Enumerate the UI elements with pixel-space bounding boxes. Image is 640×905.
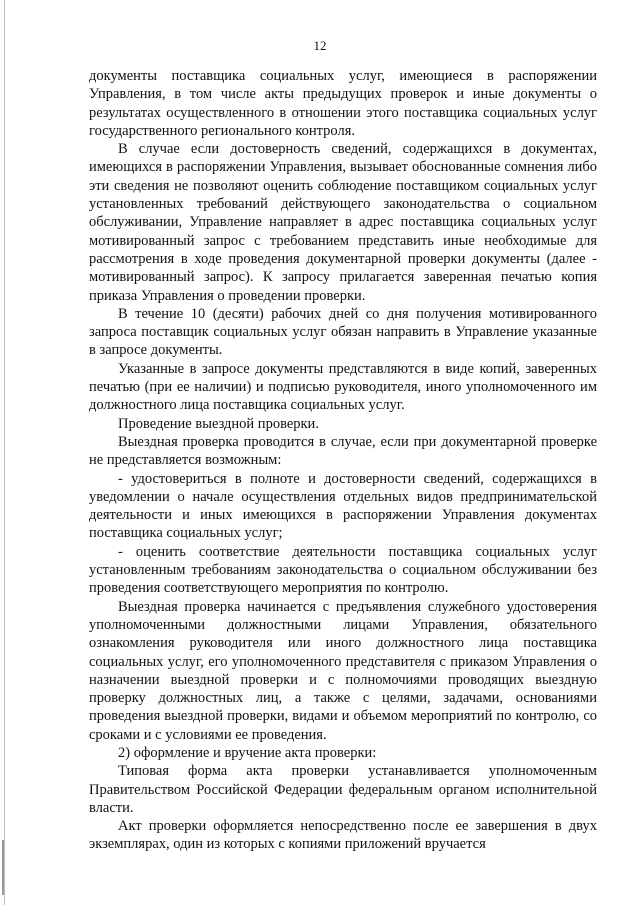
paragraph-onsite-heading: Проведение выездной проверки. <box>118 415 319 432</box>
paragraph-onsite-condition: Выездная проверка проводится в случае, если при документарной проверке не представляется возможным: <box>89 433 597 469</box>
paragraph-copies: Указанные в запросе документы представляются в виде копий, заверенных печатью (при ее наличии) и подписью руководителя, иного уполномоченного им должностного лица поставщика социальных услуг. <box>89 360 597 414</box>
paragraph-mot-request: В случае если достоверность сведений, содержащихся в документах, имеющихся в распоряжении Управления, вызывает обоснованные сомнения либо эти сведения не позволяют оценить соблюдение поставщиком социальных услуг установленных требований действующего законодательства о социальном обслуживании, Управление направляет в адрес поставщика социальных услуг мотивированный запрос с требованием представить иные необходимые для рассмотрения в ходе проведения документарной проверки документы (далее - мотивированный запрос). К запросу прилагается заверенная печатью копия приказа Управления о проведении проверки. <box>89 141 597 304</box>
scan-left-edge <box>4 0 5 905</box>
paragraph-continuation: документы поставщика социальных услуг, имеющиеся в распоряжении Управления, в том числе акты предыдущих проверок и иные документы о результатах осуществленного в отношении этого поставщика социальных услуг государственного регионального контроля. <box>89 68 597 139</box>
paragraph-onsite-start: Выездная проверка начинается с предъявления служебного удостоверения уполномоченными должностными лицами Управления, обязательного ознакомления руководителя или иного должностного лица поставщика социальных услуг, его уполномоченного представителя с приказом Управления о назначении выездной проверки и с полномочиями проводящих выездную проверку должностных лиц, а также с целями, задачами, основаниями проведения выездной проверки, видами и объемом мероприятий по контролю, со сроками и с условиями ее проведения. <box>89 598 597 743</box>
scan-edge-mark <box>2 840 4 895</box>
paragraph-deadline: В течение 10 (десяти) рабочих дней со дня получения мотивированного запроса поставщик социальных услуг обязан направить в Управление указанные в запросе документы. <box>89 305 597 359</box>
paragraph-act-issue: Акт проверки оформляется непосредственно после ее завершения в двух экземплярах, один из которых с копиями приложений вручается <box>89 818 597 853</box>
paragraph-act-form: Типовая форма акта проверки устанавливается уполномоченным Правительством Российской Федерации федеральным органом исполнительной власти. <box>89 763 597 816</box>
list-item-assess: - оценить соответствие деятельности поставщика социальных услуг установленным требованиям законодательства о социальном обслуживании без проведения соответствующего мероприятия по контролю. <box>89 543 597 597</box>
list-item-verify: - удостовериться в полноте и достоверности сведений, содержащихся в уведомлении о начале осуществления отдельных видов предпринимательской деятельности и иных имеющихся в распоряжении Управления документах поставщика социальных услуг; <box>89 470 597 542</box>
page-number: 12 <box>313 38 327 53</box>
document-body <box>89 67 597 854</box>
paragraph-act-heading: 2) оформление и вручение акта проверки: <box>118 744 377 761</box>
